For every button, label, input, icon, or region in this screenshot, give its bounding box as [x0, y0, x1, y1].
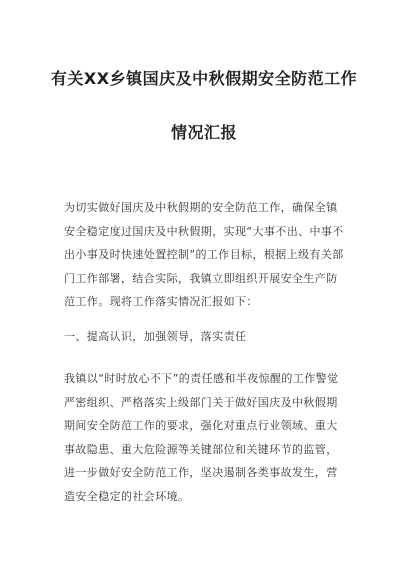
intro-paragraph: 为切实做好国庆及中秋假期的安全防范工作，确保全镇安全稳定度过国庆及中秋假期，实现“大事不出、中事不出小事及时快速处置控制”的工作目标，根据上级有关部门工作部署，结合实际，我镇立即组织开展安全生产防范工作。现将工作落实情况汇报如下：	[64, 201, 344, 308]
document-title-line1: 有关XX乡镇国庆及中秋假期安全防范工作	[50, 69, 358, 88]
document-title-line2: 情况汇报	[170, 123, 237, 142]
section-1-paragraph: 我镇以“时时放心不下”的责任感和半夜惊醒的工作警觉严密组织、严格落实上级部门关于做好国庆及中秋假期期间安全防范工作的要求，强化对重点行业领域、重大事故隐患、重大危险源等关键部位和关键环节的监管，进一步做好安全防范工作，坚决遏制各类事故发生，营造安全稳定的社会环境。	[64, 372, 339, 503]
section-heading-1: 一、提高认识，加强领导，落实责任	[64, 330, 247, 343]
